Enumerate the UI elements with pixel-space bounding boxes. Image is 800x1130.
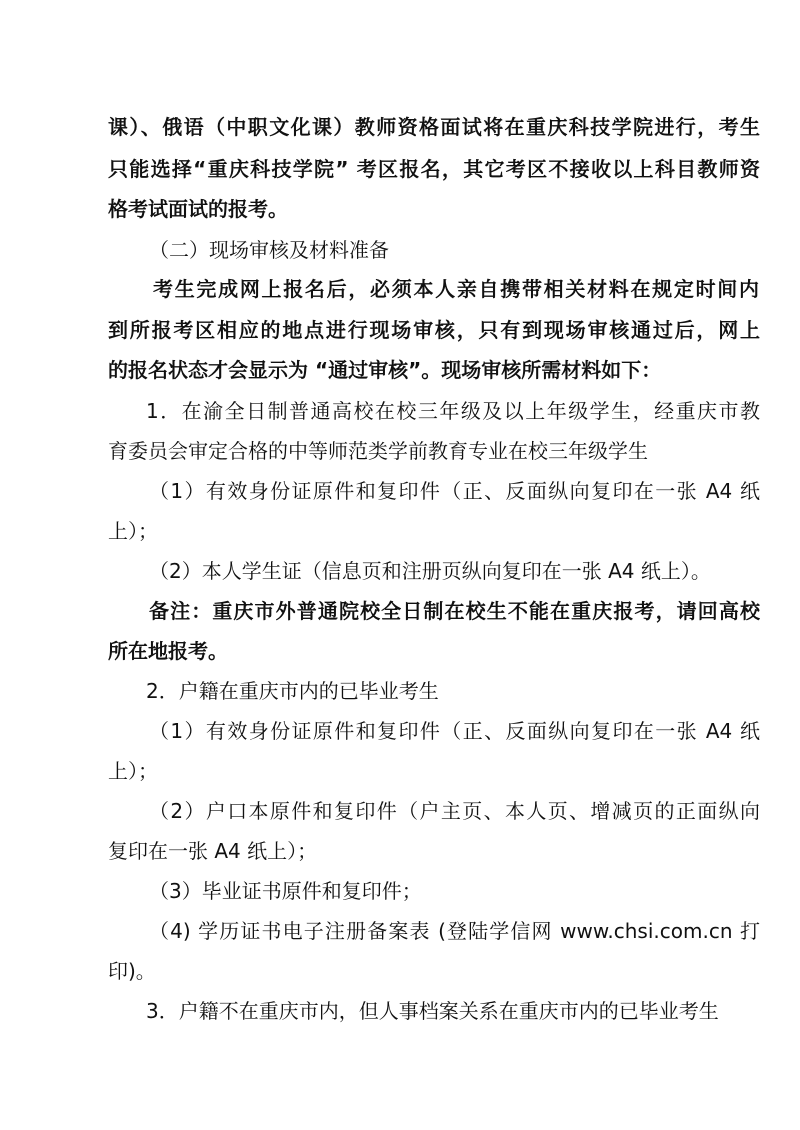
item2-title: 2．户籍在重庆市内的已毕业考生	[146, 679, 439, 703]
para1-line-3: 格考试面试的报考。	[108, 197, 288, 221]
item2-sub1-line-1: （1）有效身份证原件和复印件（正、反面纵向复印在一张 A4 纸	[149, 719, 760, 743]
item2-sub2-line-2: 复印在一张 A4 纸上）；	[108, 839, 318, 863]
item2-sub4-line-1: （4) 学历证书电子注册备案表 (登陆学信网 www.chsi.com.cn 打	[149, 919, 760, 943]
item2-sub3: （3）毕业证书原件和复印件；	[149, 879, 422, 903]
item1-note-line-2: 所在地报考。	[108, 639, 228, 663]
item1-sub2: （2）本人学生证（信息页和注册页纵向复印在一张 A4 纸上）。	[149, 559, 711, 583]
item1-line-1: 1．在渝全日制普通高校在校三年级及以上年级学生，经重庆市教	[146, 399, 760, 423]
item1-sub1-line-1: （1）有效身份证原件和复印件（正、反面纵向复印在一张 A4 纸	[149, 479, 760, 503]
para2-line-2: 到所报考区相应的地点进行现场审核，只有到现场审核通过后，网上	[108, 318, 760, 342]
section-heading: （二）现场审核及材料准备	[149, 238, 389, 262]
faded-header-mark	[150, 64, 500, 72]
item2-sub4-line-2: 印)。	[108, 959, 156, 983]
item3-title: 3．户籍不在重庆市内，但人事档案关系在重庆市内的已毕业考生	[146, 999, 719, 1023]
item1-line-2: 育委员会审定合格的中等师范类学前教育专业在校三年级学生	[108, 439, 648, 463]
item1-sub1-line-2: 上）；	[108, 519, 158, 543]
para2-line-3: 的报名状态才会显示为 “通过审核”。现场审核所需材料如下：	[108, 358, 662, 382]
item2-sub2-line-1: （2）户口本原件和复印件（户主页、本人页、增减页的正面纵向	[149, 799, 760, 823]
para2-line-1: 考生完成网上报名后，必须本人亲自携带相关材料在规定时间内	[153, 277, 759, 301]
para1-line-2: 只能选择“重庆科技学院” 考区报名，其它考区不接收以上科目教师资	[108, 157, 760, 181]
para1-line-1: 课）、俄语（中职文化课）教师资格面试将在重庆科技学院进行，考生	[108, 115, 760, 139]
item2-sub1-line-2: 上）；	[108, 759, 158, 783]
item1-note-line-1: 备注：重庆市外普通院校全日制在校生不能在重庆报考，请回高校	[149, 599, 760, 623]
